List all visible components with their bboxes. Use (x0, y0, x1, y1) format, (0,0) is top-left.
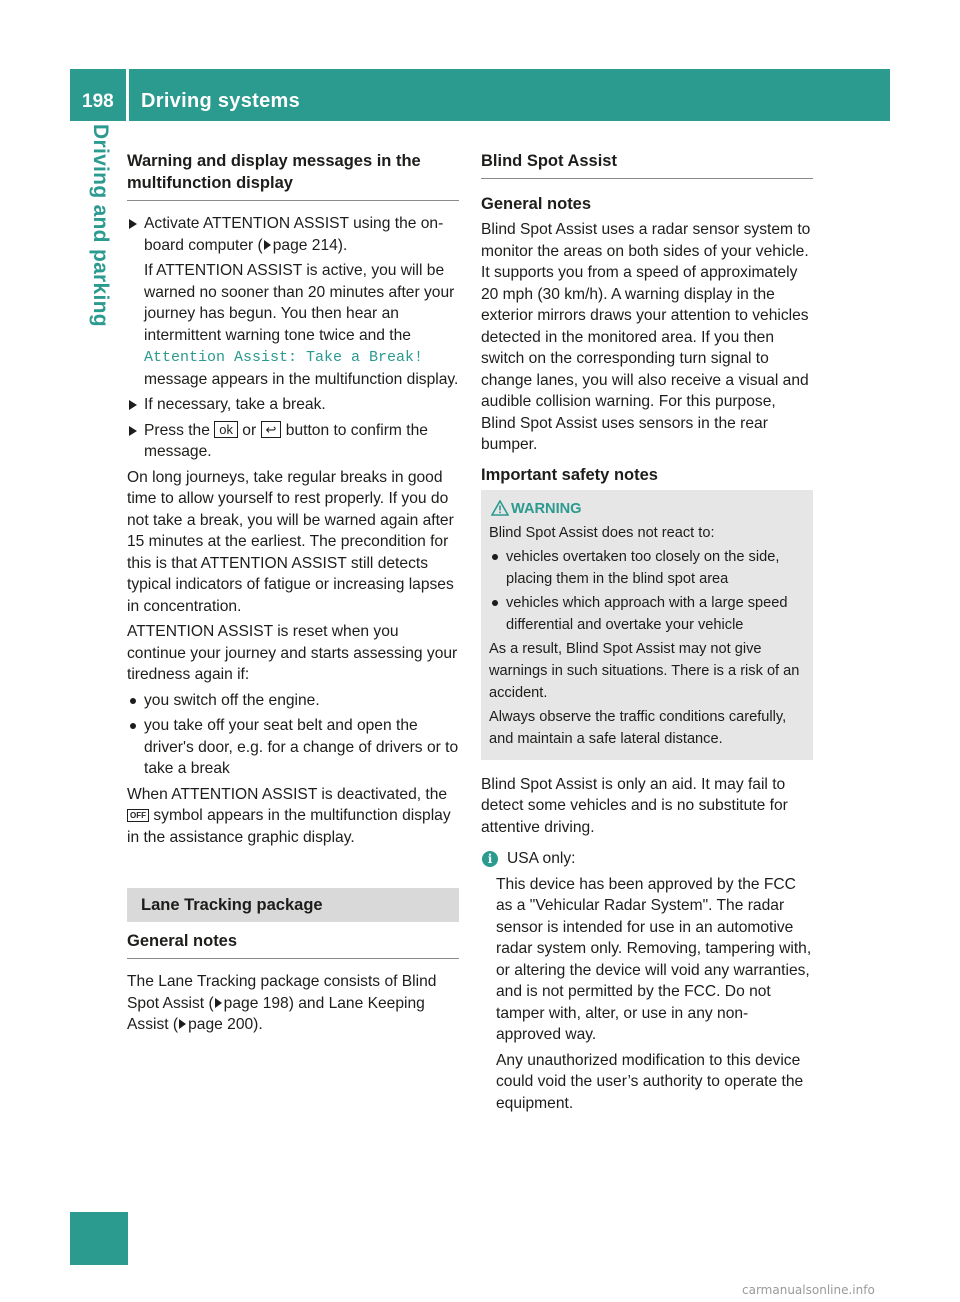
right-heading: Blind Spot Assist (481, 152, 617, 170)
section-title: Driving systems (141, 90, 301, 112)
info-icon: i (482, 851, 498, 867)
warning-box (481, 490, 813, 760)
step1-ref: page 214). (272, 236, 348, 254)
ok-key-icon: ok (214, 421, 238, 438)
warning-bullet2: vehicles which approach with a large speed differential and overtake your vehicle (506, 594, 788, 633)
step1-para1 (127, 260, 459, 390)
info-row (481, 848, 813, 870)
list-item (127, 690, 459, 712)
list-item (489, 592, 805, 636)
safety-heading: Important safety notes (481, 465, 658, 484)
para3-pre: When ATTENTION ASSIST is deactivated, the (127, 785, 448, 803)
attention-assist-off-icon: OFF (127, 809, 149, 822)
bullet-icon (492, 600, 498, 606)
right-column (481, 150, 813, 1118)
step-arrow-icon (129, 219, 137, 229)
list-item (489, 546, 805, 590)
page-ref-icon (179, 1019, 186, 1029)
lane-tracking-title: Lane Tracking package (141, 896, 323, 914)
page-ref-icon (264, 240, 271, 250)
bullet-icon (130, 723, 136, 729)
general-notes-heading-block (127, 930, 459, 959)
page-ref-icon (215, 998, 222, 1008)
step3-post: button to confirm the message. (144, 421, 428, 460)
warning-triangle-icon (491, 500, 509, 516)
warning-para2: Always observe the traffic conditions carefully, and maintain a safe lateral distance. (489, 708, 787, 747)
step3-mid: or (242, 421, 257, 439)
warning-intro: Blind Spot Assist does not react to: (489, 524, 715, 541)
left-para1: On long journeys, take regular breaks in good time to allow yourself to rest properly. If you do not take a break, you will be warned again after 15 minutes at the earliest. The precondition for this is that ATTENTION ASSIST still detects typical indicators of fatigue or increasing lapses in concentration. (127, 468, 454, 615)
right-general-para: Blind Spot Assist uses a radar sensor system to monitor the areas on both sides of your vehicle. It supports you from a speed of approximately 20 mph (30 km/h). A warning display in the exterior mirrors draws your attention to vehicles detected in the monitored area. If you then switch on the corresponding turn signal to change lanes, you will also receive a visual and audible collision warning. For this purpose, Blind Spot Assist uses sensors in the rear bumper. (481, 221, 811, 453)
bullet1-text: you switch off the engine. (144, 691, 320, 709)
info-label: USA only: (507, 850, 576, 867)
info-para1: This device has been approved by the FCC as a "Vehicular Radar System". The radar sensor is intended for use in an automotive radar system only. Removing, tampering with, or altering the device will void any warranties, and is not permitted by the FCC. Do not tamper with, alter, or use in any non-approved way. (496, 875, 812, 1043)
warning-para1: As a result, Blind Spot Assist may not give warnings in such situations. There is a risk of an accident. (489, 640, 800, 701)
warning-title: WARNING (511, 500, 582, 517)
info-para2: Any unauthorized modification to this device could void the user’s authority to operate the equipment. (496, 1051, 804, 1112)
step-arrow-icon (129, 400, 137, 410)
display-message: Attention Assist: Take a Break! (144, 349, 424, 366)
step-break (127, 394, 459, 416)
left-para3 (127, 784, 459, 849)
step-activate (127, 213, 459, 256)
lane-para-ref1: page 198) and Lane Keeping Assist ( (127, 994, 425, 1033)
watermark: carmanualsonline.info (742, 1283, 875, 1297)
step2-text: If necessary, take a break. (144, 396, 326, 413)
aid-para: Blind Spot Assist is only an aid. It may fail to detect some vehicles and is no substitute for attentive driving. (481, 775, 788, 836)
lane-tracking-box (127, 888, 459, 922)
list-item (127, 715, 459, 780)
step1-text: Activate ATTENTION ASSIST using the on-board computer ( (144, 215, 444, 254)
left-heading-block (127, 150, 459, 201)
general-notes-heading: General notes (127, 932, 238, 950)
step1-para1-text: If ATTENTION ASSIST is active, you will be warned no sooner than 20 minutes after your journey has begun. You then hear an intermittent warning tone twice and the (144, 262, 455, 344)
step-arrow-icon (129, 426, 137, 436)
warning-bullet1: vehicles overtaken too closely on the side, placing them in the blind spot area (506, 548, 780, 587)
warning-title-row (489, 498, 805, 520)
lane-para (127, 971, 459, 1036)
lane-para-ref2: page 200). (188, 1016, 263, 1033)
side-tab-label: Driving and parking (89, 124, 112, 327)
header-separator (126, 69, 129, 121)
step-confirm (127, 420, 459, 463)
bullet2-text: you take off your seat belt and open the driver's door, e.g. for a change of drivers or to take a break (144, 717, 459, 777)
left-heading: Warning and display messages in the multifunction display (127, 152, 421, 192)
side-tab-marker (70, 1212, 128, 1265)
left-para2: ATTENTION ASSIST is reset when you continue your journey and starts assessing your tiredness again if: (127, 623, 458, 683)
info-block (481, 874, 813, 1115)
left-column (127, 150, 459, 1040)
lane-para-text: The Lane Tracking package consists of Blind Spot Assist ( (127, 973, 437, 1012)
bullet-icon (492, 554, 498, 560)
para3-post: symbol appears in the multifunction display in the assistance graphic display. (127, 807, 451, 846)
right-general-notes-heading: General notes (481, 195, 592, 213)
bullet-icon (130, 698, 136, 704)
step3-pre: Press the (144, 421, 210, 439)
right-heading-block (481, 150, 813, 179)
back-key-icon: ↩ (261, 421, 282, 438)
page-number: 198 (82, 91, 114, 112)
step1-para2: message appears in the multifunction display. (144, 370, 459, 388)
